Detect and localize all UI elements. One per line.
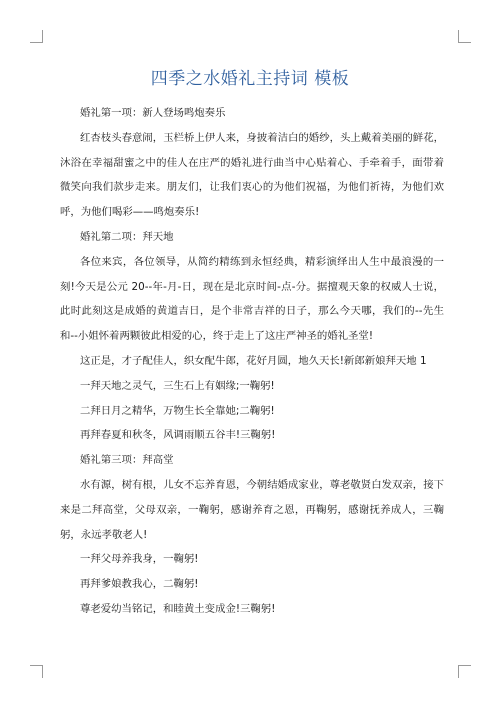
section-heading: 婚礼第三项：拜高堂 <box>80 454 174 467</box>
paragraph: 红杏枝头春意闹，玉栏桥上伊人来，身披着洁白的婚纱，头上戴着美丽的鲜花，沐浴在幸福甜蜜之中的佳人在庄严的婚礼进行曲当中心贴着心、手牵着手，面带着微笑向我们款步走来。朋友们，让我们衷心的为他们祝福，为他们祈祷，为他们欢呼，为他们喝彩——鸣炮奏乐! <box>60 131 444 219</box>
document-body <box>60 101 444 622</box>
paragraph: 一拜父母养我身，一鞠躬! <box>80 553 199 566</box>
paragraph: 各位来宾，各位领导，从简约精练到永恒经典，精彩演绎出人生中最浪漫的一刻!今天是公元 20--年-月-日，现在是北京时间-点-分。据擅观天象的权威人士说，此时此刻这是成婚的黄道吉日，是个非常吉祥的日子，那么今天哪，我们的--先生和--小姐怀着两颗彼此相爱的心，终于走上了这庄严神圣的婚礼圣堂! <box>60 255 444 343</box>
paragraph: 这正是，才子配佳人，织女配牛郎，花好月圆，地久天长!新郎新娘拜天地 1 <box>80 354 427 367</box>
paragraph: 一拜天地之灵气，三生石上有姻缘;一鞠躬! <box>80 379 275 392</box>
crop-mark-top-left <box>30 30 43 43</box>
paragraph: 再拜春夏和秋冬，风调雨顺五谷丰!三鞠躬! <box>80 429 276 442</box>
section-heading: 婚礼第一项：新人登场鸣炮奏乐 <box>80 107 226 119</box>
document-title: 四季之水婚礼主持词 模板 <box>150 69 350 89</box>
crop-mark-bottom-right <box>458 665 471 678</box>
paragraph: 二拜日月之精华，万物生长全靠她;二鞠躬! <box>80 404 275 417</box>
paragraph: 再拜爹娘教我心，二鞠躬! <box>80 578 199 591</box>
paragraph: 水有源，树有根，儿女不忘养育恩，今朝结婚成家业，尊老敬贤白发双亲，接下来是二拜高堂，父母双亲，一鞠躬，感谢养育之恩，再鞠躬，感谢抚养成人，三鞠躬，永远孝敬老人! <box>60 478 444 541</box>
section-heading: 婚礼第二项：拜天地 <box>80 230 174 243</box>
crop-mark-bottom-left <box>30 665 43 678</box>
crop-mark-top-right <box>458 30 471 43</box>
paragraph: 尊老爱幼当铭记，和睦黄土变成金!三鞠躬! <box>80 602 276 615</box>
